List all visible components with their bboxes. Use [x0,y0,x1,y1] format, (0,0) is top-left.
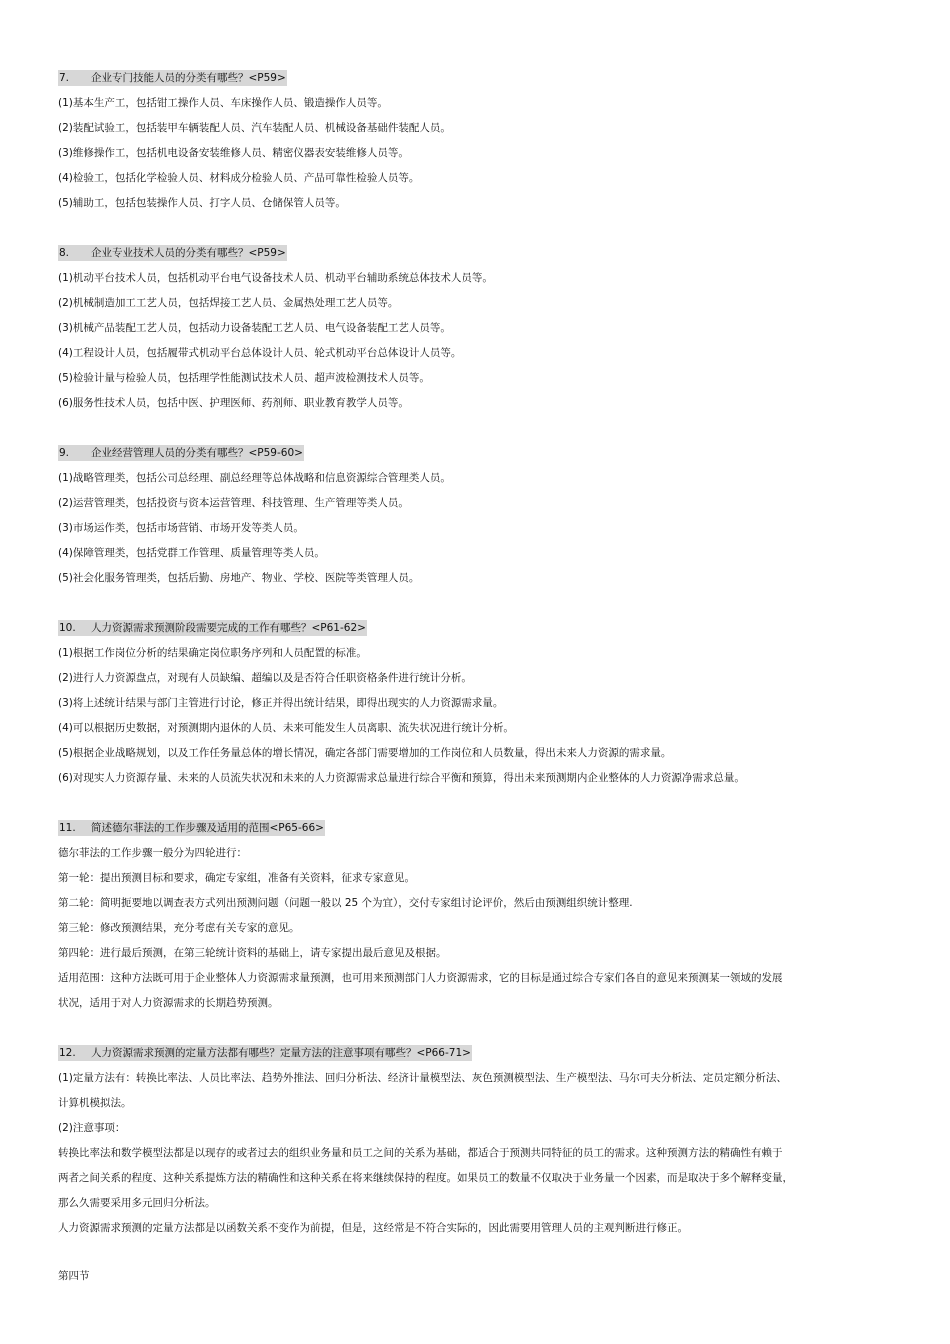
question-title: 企业专业技术人员的分类有哪些？<P59> [91,247,286,259]
question-number: 9. [59,447,70,459]
question-section-12 [58,1041,890,1241]
question-section-7 [58,66,890,216]
answer-line: 适用范围：这种方法既可用于企业整体人力资源需求量预测，也可用来预测部门人力资源需求，它的目标是通过综合专家们各自的意见来预测某一领域的发展 [58,972,783,984]
question-heading [58,445,304,461]
answer-line: (1)机动平台技术人员，包括机动平台电气设备技术人员、机动平台辅助系统总体技术人员等。 [58,272,493,284]
question-number: 7. [59,72,70,84]
answer-line: (6)对现实人力资源存量、未来的人员流失状况和未来的人力资源需求总量进行综合平衡和预算，得出未来预测期内企业整体的人力资源净需求总量。 [58,772,745,784]
answer-line: 第四轮：进行最后预测，在第三轮统计资料的基础上，请专家提出最后意见及根据。 [58,947,447,959]
answer-line: (2)运营管理类，包括投资与资本运营管理、科技管理、生产管理等类人员。 [58,497,409,509]
answer-line: 第三轮：修改预测结果，充分考虑有关专家的意见。 [58,922,300,934]
answer-line: (4)可以根据历史数据，对预测期内退休的人员、未来可能发生人员离职、流失状况进行统计分析。 [58,722,514,734]
answer-line: (5)根据企业战略规划，以及工作任务量总体的增长情况，确定各部门需要增加的工作岗位和人员数量，得出未来人力资源的需求量。 [58,747,672,759]
answer-line: (1)战略管理类，包括公司总经理、副总经理等总体战略和信息资源综合管理类人员。 [58,472,451,484]
question-section-8 [58,241,890,416]
question-heading [58,70,287,86]
answer-line: (3)机械产品装配工艺人员，包括动力设备装配工艺人员、电气设备装配工艺人员等。 [58,322,451,334]
answer-line: (2)装配试验工，包括装甲车辆装配人员、汽车装配人员、机械设备基础件装配人员。 [58,122,451,134]
answer-line: (3)将上述统计结果与部门主管进行讨论，修正并得出统计结果，即得出现实的人力资源需求量。 [58,697,504,709]
answer-line: 第一轮：提出预测目标和要求，确定专家组，准备有关资料，征求专家意见。 [58,872,415,884]
answer-line: (4)保障管理类，包括党群工作管理、质量管理等类人员。 [58,547,325,559]
question-title: 简述德尔菲法的工作步骤及适用的范围<P65-66> [91,822,324,834]
question-number: 12. [59,1047,76,1059]
answer-line: (2)注意事项： [58,1122,126,1134]
question-number: 11. [59,822,76,834]
question-number: 8. [59,247,70,259]
answer-line: 两者之间关系的程度、这种关系提炼方法的精确性和这种关系在将来继续保持的程度。如果员工的数量不仅取决于业务量一个因素，而是取决于多个解释变量， [58,1172,793,1184]
answer-line: (5)检验计量与检验人员，包括理学性能测试技术人员、超声波检测技术人员等。 [58,372,430,384]
question-section-11 [58,816,890,1016]
question-section-10 [58,616,890,791]
question-section-9 [58,441,890,591]
answer-line: (4)检验工，包括化学检验人员、材料成分检验人员、产品可靠性检验人员等。 [58,172,420,184]
answer-line: (4)工程设计人员，包括履带式机动平台总体设计人员、轮式机动平台总体设计人员等。 [58,347,462,359]
answer-line: 第二轮：简明扼要地以调查表方式列出预测问题（问题一般以 25 个为宜），交付专家组讨论评价，然后由预测组织统计整理. [58,897,633,909]
answer-line: 那么久需要采用多元回归分析法。 [58,1197,216,1209]
answer-line: (1)定量方法有：转换比率法、人员比率法、趋势外推法、回归分析法、经济计量模型法、灰色预测模型法、生产模型法、马尔可夫分析法、定员定额分析法、 [58,1072,787,1084]
answer-line: (2)进行人力资源盘点，对现有人员缺编、超编以及是否符合任职资格条件进行统计分析。 [58,672,472,684]
answer-line: 人力资源需求预测的定量方法都是以函数关系不变作为前提，但是，这经常是不符合实际的，因此需要用管理人员的主观判断进行修正。 [58,1222,688,1234]
answer-line: 转换比率法和数学模型法都是以现存的或者过去的组织业务量和员工之间的关系为基础，都适合于预测共同特征的员工的需求。这种预测方法的精确性有赖于 [58,1147,783,1159]
answer-line: (6)服务性技术人员，包括中医、护理医师、药剂师、职业教育教学人员等。 [58,397,409,409]
section-footer-label: 第四节 [58,1270,90,1282]
answer-line: (3)维修操作工，包括机电设备安装维修人员、精密仪器表安装维修人员等。 [58,147,409,159]
question-number: 10. [59,622,76,634]
question-heading [58,820,325,836]
answer-line: (1)根据工作岗位分析的结果确定岗位职务序列和人员配置的标准。 [58,647,367,659]
question-title: 人力资源需求预测阶段需要完成的工作有哪些？<P61-62> [91,622,366,634]
question-heading [58,245,287,261]
answer-line: (1)基本生产工，包括钳工操作人员、车床操作人员、锻造操作人员等。 [58,97,388,109]
question-heading [58,620,367,636]
answer-line: (3)市场运作类，包括市场营销、市场开发等类人员。 [58,522,304,534]
question-heading [58,1045,472,1061]
answer-line: (5)辅助工，包括包装操作人员、打字人员、仓储保管人员等。 [58,197,346,209]
question-title: 人力资源需求预测的定量方法都有哪些？定量方法的注意事项有哪些？<P66-71> [91,1047,471,1059]
answer-line: 计算机模拟法。 [58,1097,132,1109]
answer-line: 德尔菲法的工作步骤一般分为四轮进行： [58,847,247,859]
question-title: 企业经营管理人员的分类有哪些？<P59-60> [91,447,303,459]
answer-line: (2)机械制造加工工艺人员，包括焊接工艺人员、金属热处理工艺人员等。 [58,297,399,309]
answer-line: (5)社会化服务管理类，包括后勤、房地产、物业、学校、医院等类管理人员。 [58,572,420,584]
answer-line: 状况，适用于对人力资源需求的长期趋势预测。 [58,997,279,1009]
question-title: 企业专门技能人员的分类有哪些？<P59> [91,72,286,84]
